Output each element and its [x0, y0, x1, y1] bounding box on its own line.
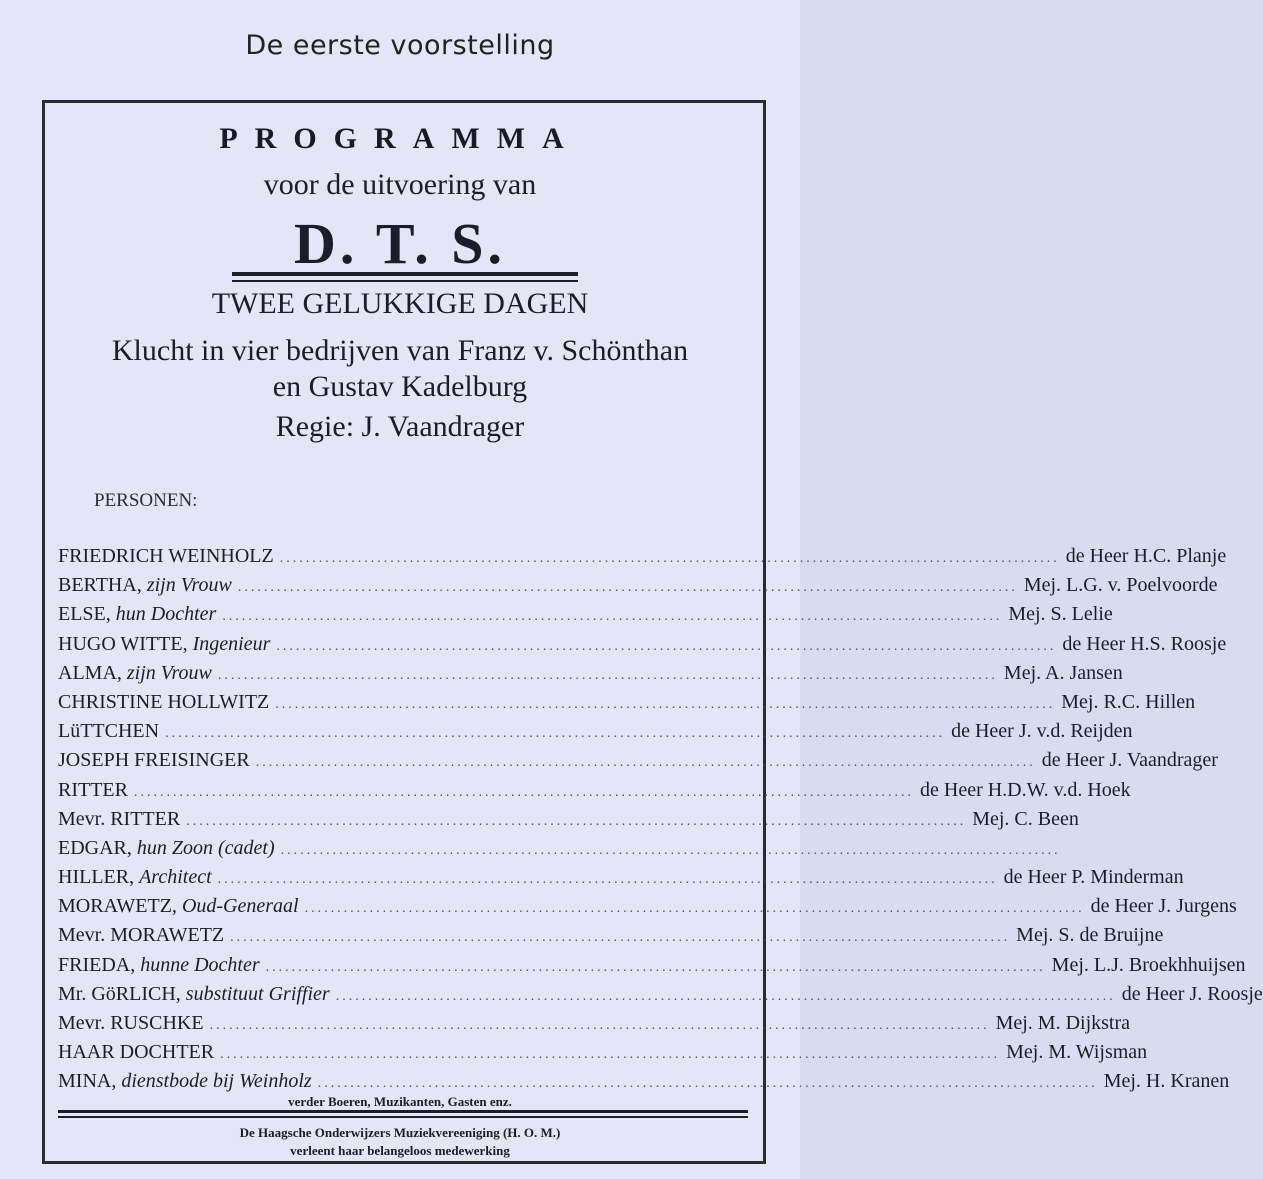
cast-role: [58, 545, 274, 568]
cast-role-description: substituut Griffier: [185, 982, 330, 1005]
program-title: PROGRAMMA: [219, 122, 581, 155]
cast-row: [58, 749, 1218, 778]
cast-actor: de Heer P. Minderman: [1003, 866, 1184, 889]
cast-row: [58, 924, 1164, 953]
dot-leader: ........................................................................................................................: [276, 638, 1057, 654]
dot-leader: ........................................................................................................................: [275, 696, 1056, 712]
cast-role-name: MINA,: [58, 1070, 122, 1093]
cast-role-name: Mevr. MORAWETZ: [58, 924, 225, 947]
cast-role-description: Oud-Generaal: [181, 895, 299, 918]
cast-role: [58, 1012, 204, 1035]
cast-role: [58, 574, 232, 597]
cast-role-name: Mr. GöRLICH,: [58, 982, 186, 1005]
cast-role: [58, 720, 159, 743]
cast-role-name: Mevr. RUSCHKE: [58, 1012, 204, 1034]
cast-actor: Mej. S. Lelie: [1008, 603, 1113, 626]
cast-row: [58, 866, 1184, 895]
dot-leader: ........................................................................................................................: [186, 813, 967, 829]
cast-actor: Mej. L.J. Broekhhuijsen: [1051, 953, 1246, 976]
cast-role: [58, 749, 250, 772]
footer-extras: verder Boeren, Muzikanten, Gasten enz.: [288, 1094, 512, 1109]
cast-role-name: LüTTCHEN: [58, 720, 160, 743]
cast-actor: de Heer J. Vaandrager: [1041, 749, 1218, 772]
dot-leader: ........................................................................................................................: [335, 988, 1116, 1004]
cast-role: [58, 1070, 312, 1093]
dot-leader: ........................................................................................................................: [237, 580, 1018, 596]
cast-role-name: HAAR DOCHTER: [58, 1041, 215, 1064]
dot-leader: ........................................................................................................................: [220, 1047, 1001, 1063]
dot-leader: ........................................................................................................................: [217, 667, 998, 683]
cast-role: [58, 808, 180, 831]
cast-actor: Mej. L.G. v. Poelvoorde: [1023, 574, 1218, 597]
cast-role-description: zijn Vrouw: [146, 574, 232, 597]
cast-role-name: FRIEDA,: [58, 953, 141, 976]
cast-role-description: Ingenieur: [192, 632, 271, 655]
cast-role: [58, 983, 330, 1006]
cast-list: [58, 545, 1263, 1100]
cast-actor: de Heer J. Jurgens: [1090, 895, 1237, 918]
cast-role: [58, 837, 275, 860]
cast-row: [58, 895, 1237, 924]
cast-row: [58, 545, 1227, 574]
cast-role: [58, 866, 212, 889]
cast-role: [58, 895, 299, 918]
cast-actor: Mej. S. de Bruijne: [1016, 924, 1164, 947]
cast-actor: Mej. C. Been: [972, 807, 1079, 830]
dot-leader: ........................................................................................................................: [217, 872, 998, 888]
page-header: De eerste voorstelling: [245, 30, 555, 61]
cast-actor: de Heer H.S. Roosje: [1062, 632, 1227, 655]
cast-role: [58, 662, 212, 685]
double-rule-bottom: [58, 1110, 748, 1118]
cast-role: [58, 633, 270, 656]
double-rule-top: [232, 272, 578, 282]
cast-row: [58, 690, 1196, 720]
cast-row: [58, 982, 1263, 1012]
cast-role-description: dienstbode bij Weinholz: [121, 1070, 312, 1093]
cast-role-name: HILLER,: [58, 866, 140, 889]
cast-actor: de Heer H.C. Planje: [1065, 545, 1227, 567]
cast-role: [58, 954, 260, 977]
cast-role-name: FRIEDRICH WEINHOLZ: [58, 545, 274, 567]
dot-leader: ........................................................................................................................: [304, 901, 1085, 917]
dot-leader: ........................................................................................................................: [165, 726, 946, 742]
cast-role: [58, 691, 269, 714]
cast-actor: Mej. M. Dijkstra: [995, 1012, 1131, 1034]
cast-actor: Mej. R.C. Hillen: [1061, 690, 1196, 713]
cast-row: [58, 1012, 1131, 1041]
footer-credit-line1: De Haagsche Onderwijzers Muziekvereeniging (H. O. M.): [239, 1125, 561, 1140]
dot-leader: ........................................................................................................................: [209, 1018, 990, 1033]
cast-row: [58, 574, 1218, 603]
play-title: TWEE GELUKKIGE DAGEN: [211, 287, 589, 320]
footer-credit: [0, 1124, 800, 1160]
cast-role-name: RITTER: [58, 778, 128, 801]
play-direction: Regie: J. Vaandrager: [275, 410, 525, 443]
cast-role-description: zijn Vrouw: [126, 661, 212, 684]
cast-row: [58, 1041, 1148, 1070]
play-description-line1: Klucht in vier bedrijven van Franz v. Schönthan: [111, 334, 689, 367]
cast-actor: de Heer J. Roosje: [1121, 982, 1263, 1005]
play-description-line2: en Gustav Kadelburg: [272, 370, 528, 403]
cast-actor: de Heer H.D.W. v.d. Hoek: [920, 778, 1131, 801]
cast-row: [58, 632, 1227, 662]
dot-leader: ........................................................................................................................: [265, 959, 1046, 975]
company-name: D. T. S.: [294, 211, 506, 276]
cast-role-name: EDGAR,: [58, 836, 137, 859]
cast-actor: de Heer J. v.d. Reijden: [951, 720, 1133, 743]
cast-actor: Mej. A. Jansen: [1003, 661, 1123, 684]
dot-leader: ........................................................................................................................: [317, 1076, 1098, 1092]
program-subtitle: voor de uitvoering van: [263, 168, 537, 201]
cast-label: PERSONEN:: [94, 490, 198, 511]
cast-actor: Mej. H. Kranen: [1103, 1070, 1230, 1093]
dot-leader: ........................................................................................................................: [280, 842, 1061, 858]
cast-row: [58, 603, 1113, 632]
cast-role-description: hun Dochter: [115, 603, 217, 626]
cast-role: [58, 924, 224, 947]
cast-role-name: ELSE,: [58, 603, 116, 626]
footer-credit-line2: verleent haar belangeloos medewerking: [290, 1143, 510, 1158]
dot-leader: ........................................................................................................................: [222, 609, 1003, 625]
cast-actor: Mej. M. Wijsman: [1006, 1041, 1148, 1064]
dot-leader: ........................................................................................................................: [134, 784, 914, 800]
dot-leader: ........................................................................................................................: [230, 930, 1011, 946]
dot-leader: ........................................................................................................................: [255, 755, 1036, 771]
cast-role-name: CHRISTINE HOLLWITZ: [58, 690, 270, 713]
cast-role-name: Mevr. RITTER: [58, 807, 181, 830]
cast-role: [58, 603, 216, 626]
cast-role-name: HUGO WITTE,: [58, 632, 193, 655]
cast-row: [58, 661, 1123, 691]
cast-role-name: BERTHA,: [58, 574, 147, 597]
cast-role-description: hunne Dochter: [140, 953, 260, 976]
cast-row: [58, 953, 1246, 983]
cast-row: [58, 836, 1061, 866]
cast-row: [58, 778, 1131, 808]
cast-role-name: MORAWETZ,: [58, 895, 182, 918]
dot-leader: ........................................................................................................................: [279, 551, 1060, 566]
cast-role-description: Architect: [139, 866, 212, 889]
cast-role-name: JOSEPH FREISINGER: [58, 749, 250, 772]
cast-role-description: hun Zoon (cadet): [136, 836, 275, 859]
cast-role-name: ALMA,: [58, 661, 127, 684]
cast-role: [58, 779, 128, 802]
cast-row: [58, 720, 1133, 749]
cast-role: [58, 1041, 214, 1064]
cast-row: [58, 807, 1079, 837]
